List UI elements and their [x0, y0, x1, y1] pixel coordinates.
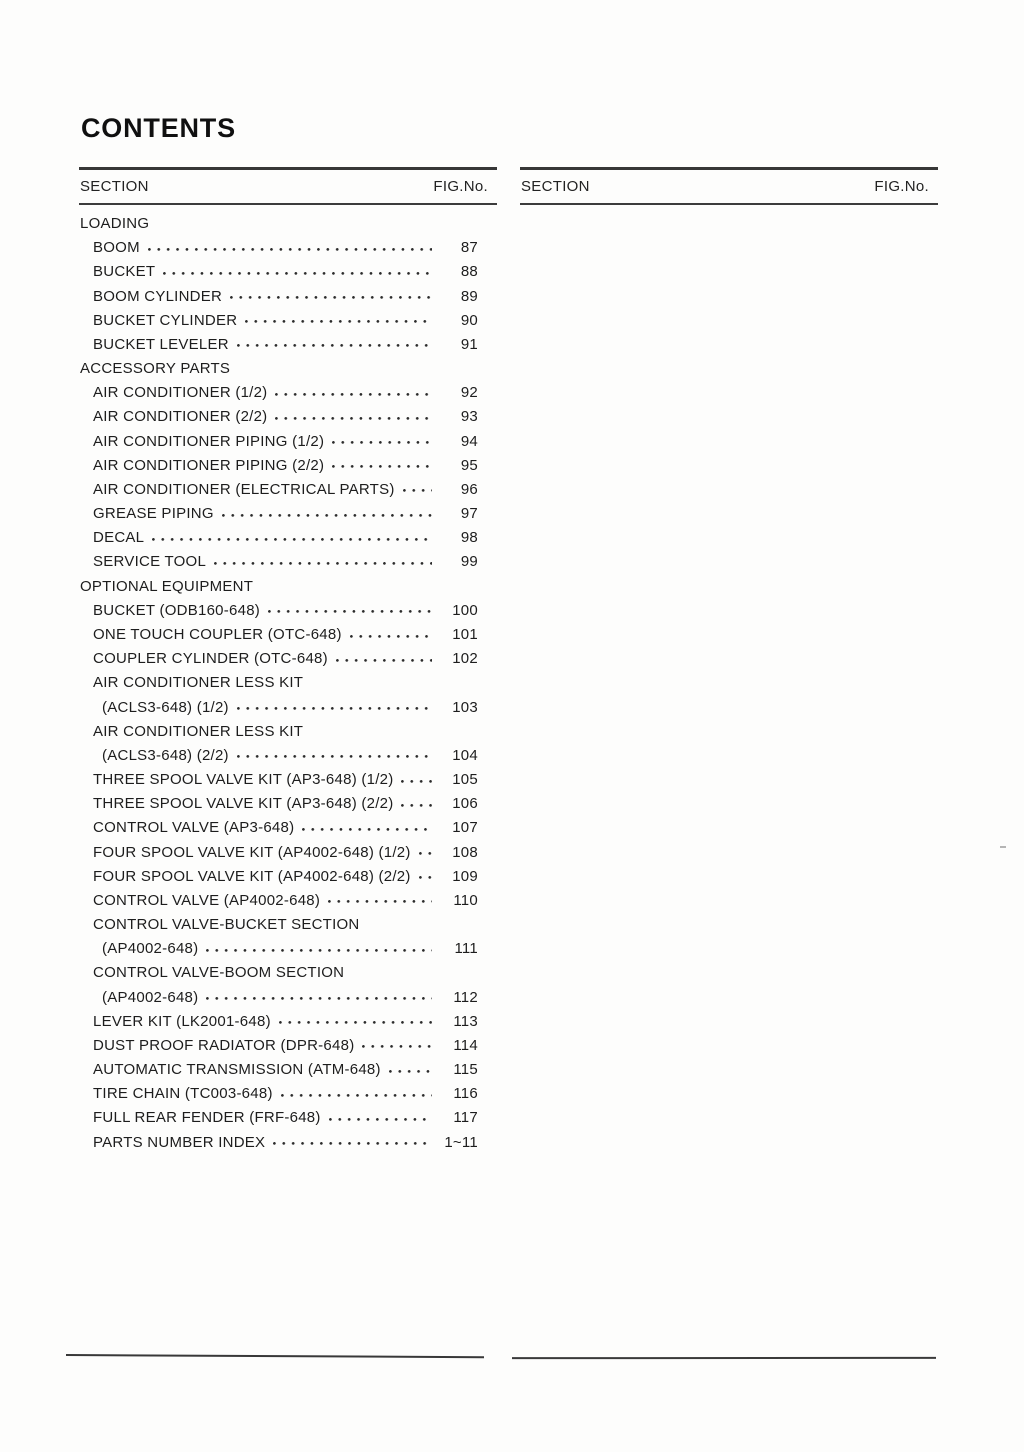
- toc-entry: [79, 792, 478, 816]
- dot-leader: [163, 272, 432, 275]
- toc-entry-label: BOOM: [93, 239, 140, 257]
- fig-number: 111: [454, 940, 478, 958]
- dot-leader: [332, 465, 432, 468]
- toc-entry: [79, 912, 478, 936]
- toc-entry: [79, 381, 478, 405]
- fig-number: 103: [452, 698, 478, 716]
- fig-number: 90: [460, 311, 478, 329]
- fig-number: 107: [452, 819, 478, 837]
- fig-number: 89: [460, 287, 478, 305]
- toc-entry-label: FOUR SPOOL VALVE KIT (AP4002-648) (2/2): [93, 867, 411, 885]
- dot-leader: [419, 876, 432, 879]
- toc-entry-label: BUCKET CYLINDER: [93, 311, 238, 329]
- dot-leader: [336, 659, 432, 662]
- toc-entry-label: (AP4002-648): [102, 940, 199, 958]
- toc-entry-label: THREE SPOOL VALVE KIT (AP3-648) (1/2): [93, 771, 394, 789]
- fig-number: 95: [460, 456, 478, 474]
- toc-entry-label: AIR CONDITIONER PIPING (1/2): [93, 432, 325, 450]
- toc-entry-label: LOADING: [80, 215, 150, 233]
- dot-leader: [419, 852, 432, 855]
- toc-entry: [79, 550, 478, 574]
- dot-leader: [237, 755, 432, 758]
- toc-entry: [79, 1130, 478, 1154]
- fig-number: 109: [452, 867, 478, 885]
- fig-number: 94: [460, 432, 478, 450]
- toc-entry-label: DUST PROOF RADIATOR (DPR-648): [93, 1036, 355, 1054]
- footer-rule-right: [512, 1357, 936, 1359]
- column-header-right: [520, 170, 938, 203]
- toc-entry: [79, 816, 478, 840]
- fig-number: 116: [453, 1085, 478, 1103]
- toc-entry-label: AUTOMATIC TRANSMISSION (ATM-648): [93, 1061, 381, 1079]
- fig-number: 110: [453, 891, 478, 909]
- toc-entry: [79, 743, 478, 767]
- toc-entry: [79, 671, 478, 695]
- toc-entry-label: AIR CONDITIONER LESS KIT: [93, 674, 304, 692]
- toc-column-right: [520, 167, 938, 212]
- toc-entry-label: COUPLER CYLINDER (OTC-648): [93, 650, 328, 668]
- toc-entry-label: PARTS NUMBER INDEX: [93, 1133, 266, 1151]
- dot-leader: [275, 393, 432, 396]
- toc-entry: [79, 236, 478, 260]
- toc-entry-label: TIRE CHAIN (TC003-648): [93, 1085, 273, 1103]
- toc-entry: [79, 888, 478, 912]
- toc-entry: [79, 961, 478, 985]
- toc-entry-label: FULL REAR FENDER (FRF-648): [93, 1109, 321, 1127]
- dot-leader: [214, 562, 432, 565]
- fig-number: 97: [460, 505, 478, 523]
- toc-entry: [79, 1033, 478, 1057]
- section-header-label: SECTION: [521, 177, 590, 195]
- toc-rows-left: [79, 212, 497, 1155]
- toc-entry: [79, 985, 478, 1009]
- dot-leader: [273, 1142, 432, 1145]
- toc-entry: [79, 695, 478, 719]
- dot-leader: [350, 635, 432, 638]
- toc-entry: [79, 405, 478, 429]
- dot-leader: [237, 344, 432, 347]
- toc-entry-label: SERVICE TOOL: [93, 553, 207, 571]
- dot-leader: [328, 900, 432, 903]
- dot-leader: [268, 610, 432, 613]
- toc-entry: [79, 937, 478, 961]
- fig-number: 91: [460, 335, 478, 353]
- dot-leader: [362, 1045, 432, 1048]
- dot-leader: [275, 417, 432, 420]
- scan-artifact: [1000, 846, 1006, 848]
- toc-entry: [79, 1009, 478, 1033]
- toc-entry: [79, 429, 478, 453]
- fig-number: 88: [460, 263, 478, 281]
- fig-number: 101: [452, 626, 478, 643]
- fig-number: 113: [453, 1012, 478, 1030]
- dot-leader: [148, 248, 432, 251]
- toc-entry-label: BOOM CYLINDER: [93, 287, 223, 305]
- fig-number: 105: [452, 771, 478, 789]
- dot-leader: [237, 707, 432, 710]
- dot-leader: [279, 1021, 432, 1024]
- fig-number: 114: [453, 1036, 478, 1054]
- toc-entry-label: (AP4002-648): [102, 988, 199, 1006]
- toc-entry-label: (ACLS3-648) (2/2): [102, 746, 229, 764]
- toc-entry-label: ACCESSORY PARTS: [80, 360, 231, 378]
- dot-leader: [401, 780, 432, 783]
- toc-entry: [79, 622, 478, 646]
- toc-entry: [79, 1058, 478, 1082]
- dot-leader: [332, 441, 432, 444]
- toc-entry: [79, 767, 478, 791]
- footer-rule-left: [66, 1354, 484, 1358]
- toc-entry-label: ONE TOUCH COUPLER (OTC-648): [93, 626, 342, 643]
- toc-entry: [79, 332, 478, 356]
- toc-entry: [79, 260, 478, 284]
- fig-number: 106: [452, 795, 478, 813]
- dot-leader: [206, 949, 432, 952]
- toc-entry: [79, 647, 478, 671]
- toc-group-heading: [79, 212, 478, 236]
- toc-entry-label: FOUR SPOOL VALVE KIT (AP4002-648) (1/2): [93, 843, 411, 861]
- figno-header-label: FIG.No.: [874, 177, 929, 195]
- fig-number: 92: [460, 384, 478, 402]
- toc-entry-label: CONTROL VALVE (AP4002-648): [93, 891, 321, 909]
- toc-entry-label: AIR CONDITIONER LESS KIT: [93, 722, 304, 740]
- toc-entry-label: OPTIONAL EQUIPMENT: [80, 577, 254, 595]
- dot-leader: [389, 1070, 432, 1073]
- toc-entry: [79, 502, 478, 526]
- dot-leader: [230, 296, 432, 299]
- dot-leader: [245, 320, 432, 323]
- figno-header-label: FIG.No.: [433, 177, 488, 195]
- toc-entry: [79, 308, 478, 332]
- fig-number: 100: [452, 601, 478, 619]
- header-rule-bottom-left: [79, 203, 497, 205]
- toc-entry-label: BUCKET LEVELER: [93, 335, 229, 353]
- dot-leader: [152, 538, 432, 541]
- toc-entry: [79, 477, 478, 501]
- toc-entry: [79, 453, 478, 477]
- toc-entry-label: AIR CONDITIONER PIPING (2/2): [93, 456, 325, 474]
- dot-leader: [329, 1118, 432, 1121]
- toc-entry: [79, 719, 478, 743]
- toc-entry: [79, 864, 478, 888]
- dot-leader: [222, 514, 432, 517]
- fig-number: 108: [452, 843, 478, 861]
- fig-number: 102: [452, 650, 478, 668]
- header-rule-bottom-right: [520, 203, 938, 205]
- toc-column-left: [79, 167, 497, 1154]
- fig-number: 98: [460, 529, 478, 547]
- fig-number: 99: [460, 553, 478, 571]
- toc-entry-label: BUCKET (ODB160-648): [93, 601, 261, 619]
- fig-number: 93: [460, 408, 478, 426]
- dot-leader: [281, 1094, 432, 1097]
- toc-entry-label: THREE SPOOL VALVE KIT (AP3-648) (2/2): [93, 795, 394, 813]
- dot-leader: [401, 804, 432, 807]
- toc-entry: [79, 526, 478, 550]
- dot-leader: [302, 828, 432, 831]
- toc-entry-label: CONTROL VALVE (AP3-648): [93, 819, 295, 837]
- toc-entry-label: AIR CONDITIONER (2/2): [93, 408, 268, 426]
- toc-entry-label: (ACLS3-648) (1/2): [102, 698, 229, 716]
- toc-entry: [79, 840, 478, 864]
- toc-entry: [79, 1082, 478, 1106]
- fig-number: 96: [460, 480, 478, 498]
- toc-entry-label: AIR CONDITIONER (1/2): [93, 384, 268, 402]
- toc-entry-label: DECAL: [93, 529, 145, 547]
- toc-group-heading: [79, 357, 478, 381]
- dot-leader: [403, 489, 432, 492]
- fig-number: 115: [453, 1061, 478, 1079]
- toc-entry-label: CONTROL VALVE-BUCKET SECTION: [93, 916, 360, 934]
- toc-entry-label: LEVER KIT (LK2001-648): [93, 1012, 271, 1030]
- fig-number: 104: [452, 746, 478, 764]
- fig-number: 1~11: [444, 1133, 478, 1151]
- toc-entry: [79, 1106, 478, 1130]
- toc-entry-label: GREASE PIPING: [93, 505, 214, 523]
- toc-entry: [79, 284, 478, 308]
- toc-entry-label: AIR CONDITIONER (ELECTRICAL PARTS): [93, 480, 395, 498]
- section-header-label: SECTION: [80, 177, 149, 195]
- fig-number: 117: [453, 1109, 478, 1127]
- toc-entry: [79, 598, 478, 622]
- toc-entry-label: BUCKET: [93, 263, 156, 281]
- fig-number: 112: [453, 988, 478, 1006]
- toc-entry-label: CONTROL VALVE-BOOM SECTION: [93, 964, 345, 982]
- page-title: CONTENTS: [81, 113, 236, 143]
- fig-number: 87: [460, 239, 478, 257]
- column-header-left: [79, 170, 497, 203]
- toc-group-heading: [79, 574, 478, 598]
- dot-leader: [206, 997, 432, 1000]
